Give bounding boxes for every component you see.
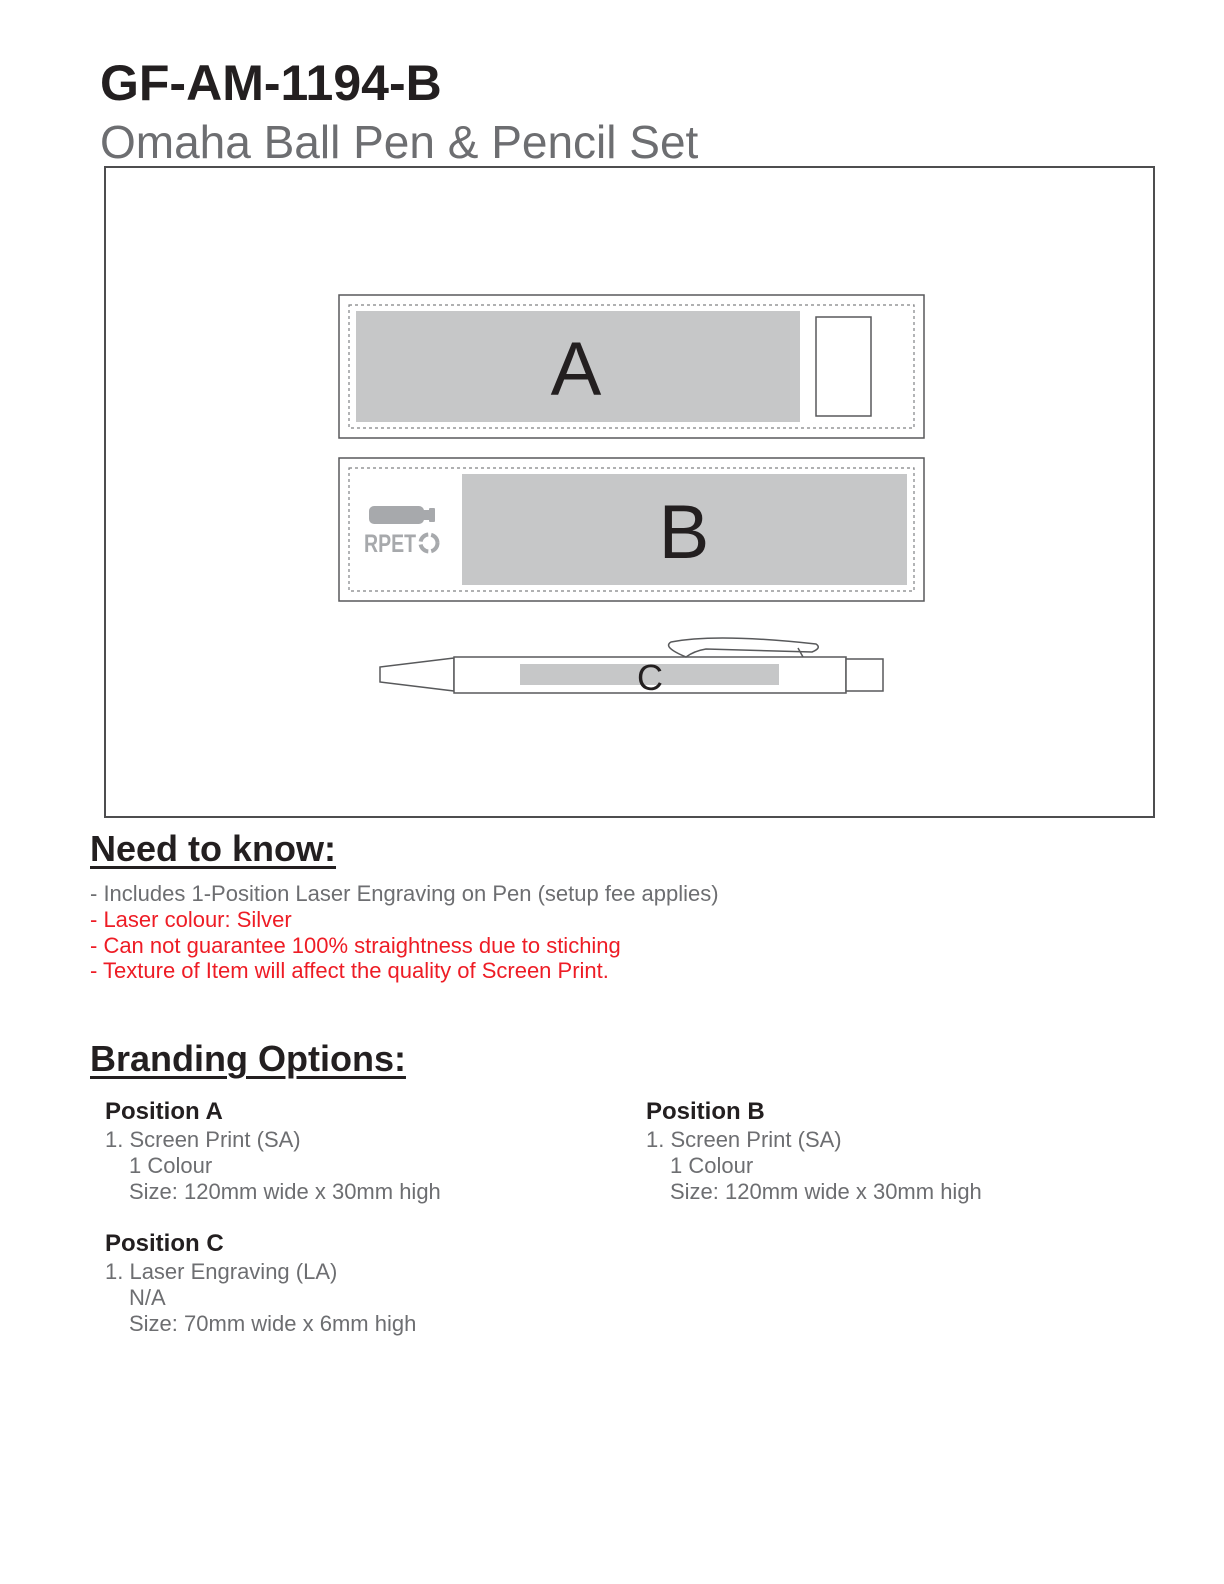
position-b-details <box>646 1097 982 1205</box>
note-straightness: - Can not guarantee 100% straightness due to stiching <box>90 933 621 958</box>
label-b: B <box>658 490 710 575</box>
case-a <box>339 295 924 438</box>
position-a-colours: 1 Colour <box>129 1153 213 1178</box>
product-name: Omaha Ball Pen & Pencil Set <box>100 116 699 168</box>
pen-c <box>380 638 883 698</box>
note-texture: - Texture of Item will affect the quality of Screen Print. <box>90 958 609 983</box>
position-a-details <box>105 1097 441 1205</box>
product-code: GF-AM-1194-B <box>100 55 442 111</box>
position-b-size: Size: 120mm wide x 30mm high <box>670 1179 982 1204</box>
position-a-title: Position A <box>105 1098 223 1125</box>
position-c-details <box>105 1229 416 1337</box>
position-b-method: 1. Screen Print (SA) <box>646 1127 842 1152</box>
rpet-text: RPET <box>364 530 416 558</box>
position-a-size: Size: 120mm wide x 30mm high <box>129 1179 441 1204</box>
product-drawing <box>106 168 1153 816</box>
note-laser-engraving: - Includes 1-Position Laser Engraving on Pen (setup fee applies) <box>90 881 719 906</box>
bottle-icon <box>369 506 424 524</box>
position-c-size: Size: 70mm wide x 6mm high <box>129 1311 417 1336</box>
need-to-know-heading: Need to know: <box>90 828 337 869</box>
branding-options-heading: Branding Options: <box>90 1038 406 1079</box>
position-b-colours: 1 Colour <box>670 1153 754 1178</box>
label-a: A <box>550 327 602 412</box>
position-c-colours: N/A <box>129 1285 166 1310</box>
label-c: C <box>637 657 663 698</box>
pen-clip <box>669 638 819 657</box>
pen-end-cap <box>846 659 883 691</box>
note-laser-colour: - Laser colour: Silver <box>90 907 292 932</box>
position-a-method: 1. Screen Print (SA) <box>105 1127 301 1152</box>
position-c-method: 1. Laser Engraving (LA) <box>105 1259 338 1284</box>
case-a-tab <box>816 317 871 416</box>
product-drawing-frame <box>104 166 1155 818</box>
position-c-title: Position C <box>105 1230 224 1257</box>
position-b-title: Position B <box>646 1098 765 1125</box>
case-b <box>339 458 924 601</box>
pen-tip <box>380 658 454 691</box>
